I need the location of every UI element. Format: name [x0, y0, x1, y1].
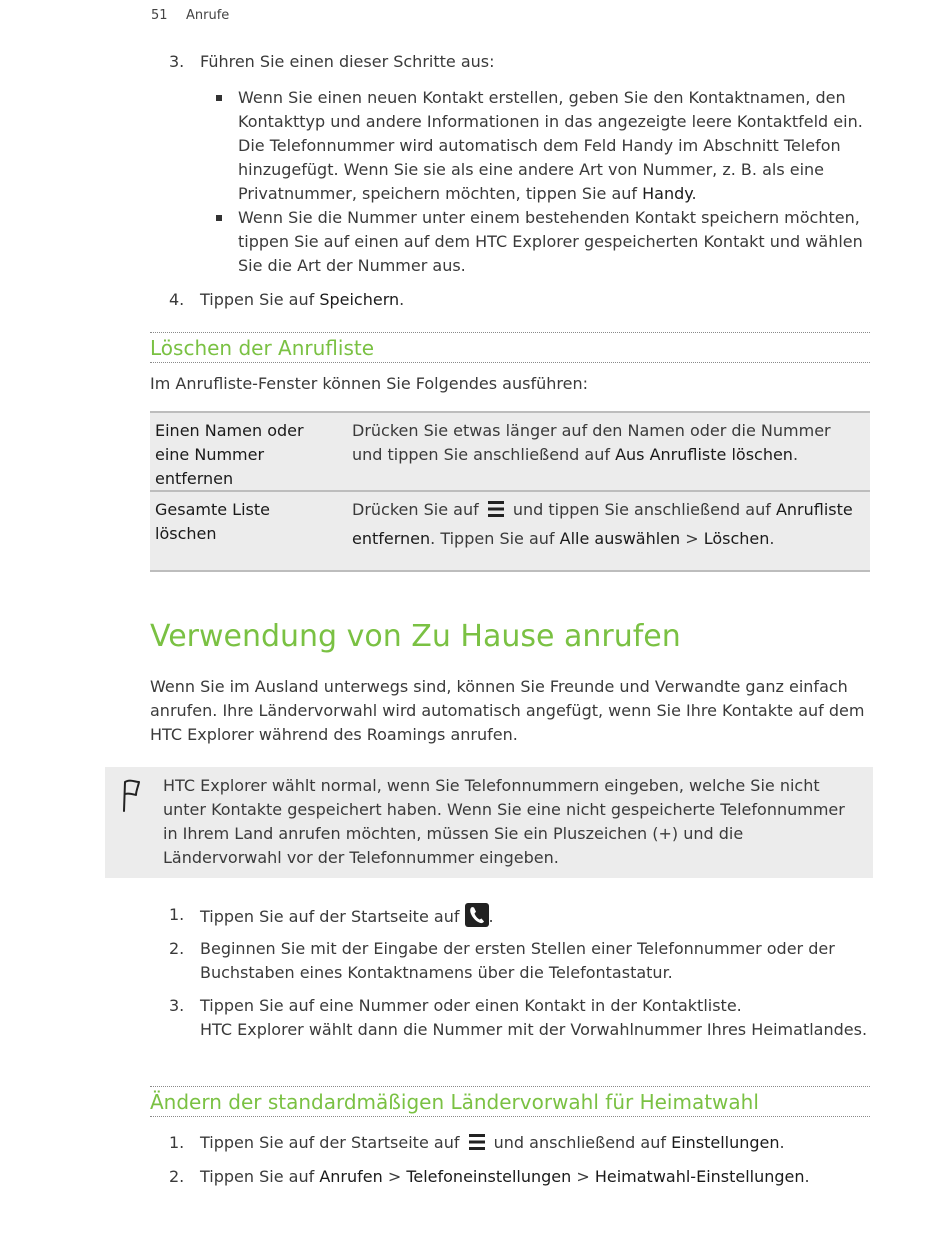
bullet-text: Wenn Sie die Nummer unter einem bestehenden Kontakt speichern möchten, tippen Sie auf einen auf dem HTC Explorer gespeicherten Kontakt und wählen Sie die Art der Nummer aus.	[238, 208, 863, 275]
bullet-new-contact	[216, 86, 871, 206]
step-number: 4.	[169, 290, 185, 309]
bold-term-handy: Handy	[642, 184, 692, 203]
page-number: 51	[151, 8, 168, 23]
step-text-part: Tippen Sie auf der Startseite auf	[200, 907, 465, 926]
bold-term-remove-from-log: Aus Anrufliste löschen	[615, 445, 793, 464]
bold-term-delete: Löschen	[703, 529, 770, 548]
step-text-part: und anschließend auf	[488, 1133, 672, 1152]
subsection-title: Ändern der standardmäßigen Ländervorwahl für Heimatwahl	[150, 1090, 759, 1114]
cell-text-part: Drücken Sie etwas länger auf den Namen oder die Nummer und tippen Sie anschließend auf	[352, 421, 831, 464]
step-number: 3.	[169, 52, 185, 71]
clear-log-intro: Im Anrufliste-Fenster können Sie Folgendes ausführen:	[150, 374, 588, 393]
home-dialing-intro: Wenn Sie im Ausland unterwegs sind, können Sie Freunde und Verwandte ganz einfach anrufen. Ihre Ländervorwahl wird automatisch angefügt, wenn Sie Ihre Kontakte auf dem HTC Explorer während des Roamings anrufen.	[150, 677, 865, 744]
step-number: 2.	[169, 939, 185, 958]
step-number: 1.	[169, 1133, 185, 1152]
chapter-title: Anrufe	[186, 8, 230, 23]
step-text	[200, 1131, 871, 1160]
step-text-part: Tippen Sie auf	[200, 1167, 320, 1186]
step-text-line1: Tippen Sie auf eine Nummer oder einen Kontakt in der Kontaktliste.	[200, 996, 742, 1015]
subsection-title: Löschen der Anrufliste	[150, 336, 375, 360]
cell-text-end: .	[769, 529, 775, 548]
bold-term-clear-log: Anrufliste entfernen	[352, 500, 853, 548]
step-text-line2: HTC Explorer wählt dann die Nummer mit der Vorwahlnummer Ihres Heimatlandes.	[200, 1020, 868, 1039]
bold-term-home-dialing-settings: Heimatwahl-Einstellungen	[594, 1167, 805, 1186]
step-text-part: Tippen Sie auf der Startseite auf	[200, 1133, 465, 1152]
cell-text-end: .	[792, 445, 799, 464]
step-text-end: .	[399, 290, 405, 309]
table-row	[150, 413, 870, 492]
cell-text-part: und tippen Sie anschließend auf	[507, 500, 776, 519]
phone-icon	[465, 903, 489, 934]
table-cell-action: Einen Namen oder eine Nummer entfernen	[155, 421, 304, 488]
subsection-heading-change-country-code	[150, 1086, 870, 1117]
step-text	[200, 1165, 871, 1189]
menu-separator: >	[571, 1167, 595, 1186]
table-cell-description	[352, 419, 862, 467]
note-box	[105, 767, 873, 878]
bullet-marker	[216, 95, 222, 101]
bold-term-select-all: Alle auswählen	[559, 529, 681, 548]
bullet-text	[238, 86, 871, 206]
menu-icon	[465, 1131, 489, 1160]
bullet-text-end: .	[691, 184, 697, 203]
table-cell-action: Gesamte Liste löschen	[155, 500, 270, 543]
step-text-part: Tippen Sie auf	[200, 290, 320, 309]
menu-icon	[484, 498, 508, 527]
menu-separator: >	[382, 1167, 407, 1186]
step-text: Beginnen Sie mit der Eingabe der ersten Stellen einer Telefonnummer oder der Buchstaben eines Kontaktnamens über die Telefontastatur.	[200, 939, 835, 982]
bold-term-speichern: Speichern	[319, 290, 400, 309]
step-text	[200, 288, 871, 312]
menu-separator: >	[680, 529, 704, 548]
bullet-text-part: Wenn Sie einen neuen Kontakt erstellen, geben Sie den Kontaktnamen, den Kontakttyp und andere Informationen in das angezeigte leere Kontaktfeld ein. Die Telefonnummer wird automatisch dem Feld Handy im Abschnitt Telefon hinzugefügt. Wenn Sie sie als eine andere Art von Nummer, z. B. als eine Privatnummer, speichern möchten, tippen Sie auf	[238, 88, 863, 203]
bold-term-settings: Einstellungen	[671, 1133, 780, 1152]
cell-text-part: Drücken Sie auf	[352, 500, 484, 519]
note-text: HTC Explorer wählt normal, wenn Sie Telefonnummern eingeben, welche Sie nicht unter Kontakte gespeichert haben. Wenn Sie eine nicht gespeicherte Telefonnummer in Ihrem Land anrufen möchten, müssen Sie ein Pluszeichen (+) und die Ländervorwahl vor der Telefonnummer eingeben.	[163, 776, 845, 867]
step-text-end: .	[488, 907, 494, 926]
step-text-end: .	[779, 1133, 785, 1152]
step-number: 3.	[169, 996, 185, 1015]
page-header	[151, 6, 229, 26]
bullet-marker	[216, 215, 222, 221]
bold-term-calls: Anrufen	[319, 1167, 383, 1186]
section-heading-home-dialing: Verwendung von Zu Hause anrufen	[150, 619, 681, 654]
table-row	[150, 492, 870, 572]
step-text: Führen Sie einen dieser Schritte aus:	[200, 52, 495, 71]
bullet-existing-contact	[216, 206, 871, 278]
step-number: 1.	[169, 905, 185, 924]
step-number: 2.	[169, 1167, 185, 1186]
clear-log-table	[150, 411, 870, 572]
flag-icon	[120, 777, 142, 820]
table-cell-description	[352, 498, 862, 551]
cell-text-part: . Tippen Sie auf	[430, 529, 560, 548]
step-text-end: .	[804, 1167, 810, 1186]
step-text	[200, 994, 871, 1042]
bold-term-phone-settings: Telefoneinstellungen	[406, 1167, 572, 1186]
step-text	[200, 903, 871, 934]
subsection-heading-clear-log	[150, 332, 870, 363]
